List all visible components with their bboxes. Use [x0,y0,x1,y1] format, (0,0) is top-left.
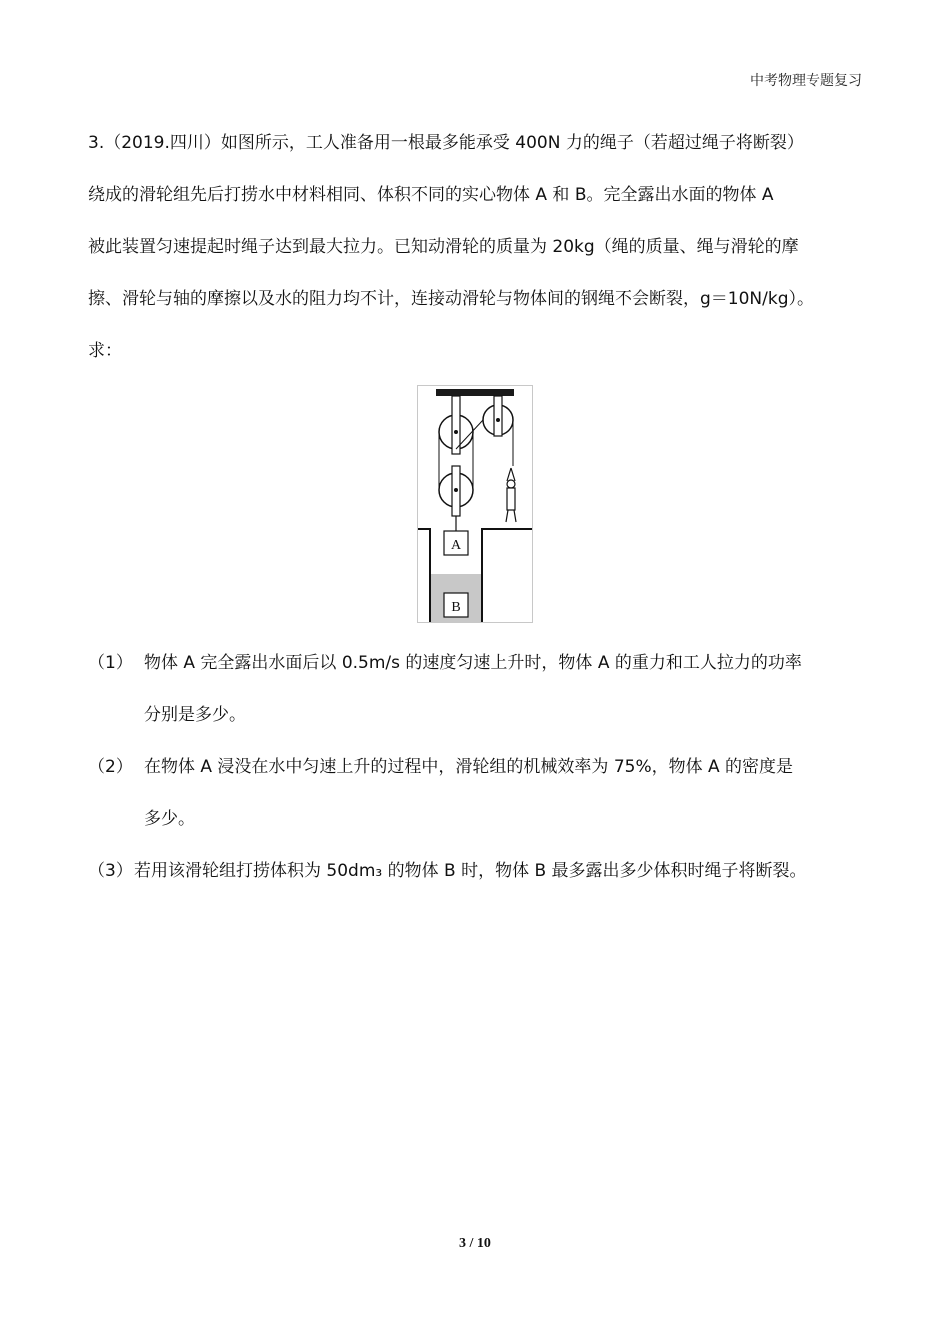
problem-line: 被此装置匀速提起时绳子达到最大拉力。已知动滑轮的质量为 20kg（绳的质量、绳与滑轮的摩 [88,237,799,257]
question-line: 多少。 [144,809,195,829]
question-line: 若用该滑轮组打捞体积为 50dm₃ 的物体 B 时，物体 B 最多露出多少体积时绳子将断裂。 [134,861,807,881]
block-a-label: A [450,538,462,553]
problem-line: 擦、滑轮与轴的摩擦以及水的阻力均不计，连接动滑轮与物体间的钢绳不会断裂，g＝10N/kg）。 [88,289,815,309]
pulley-diagram [417,385,533,623]
question-line: 分别是多少。 [144,705,246,725]
header-title: 中考物理专题复习 [750,73,862,89]
problem-line: 3.（2019.四川）如图所示，工人准备用一根最多能承受 400N 力的绳子（若超过绳子将断裂） [88,133,804,153]
question-number: （3） [88,861,133,881]
question-line: 在物体 A 浸没在水中匀速上升的过程中，滑轮组的机械效率为 75%，物体 A 的密度是 [144,757,794,777]
question-number: （2） [88,757,133,777]
problem-line: 绕成的滑轮组先后打捞水中材料相同、体积不同的实心物体 A 和 B。完全露出水面的物体 A [88,185,774,205]
worker-figure [506,468,516,522]
question-line: 物体 A 完全露出水面后以 0.5m/s 的速度匀速上升时，物体 A 的重力和工人拉力的功率 [144,653,802,673]
ground-shaft [418,529,430,622]
block-b-label: B [451,600,461,615]
page-number: 3 / 10 [459,1236,491,1251]
ceiling-beam [436,389,514,396]
problem-line: 求： [88,341,122,361]
question-number: （1） [88,653,133,673]
